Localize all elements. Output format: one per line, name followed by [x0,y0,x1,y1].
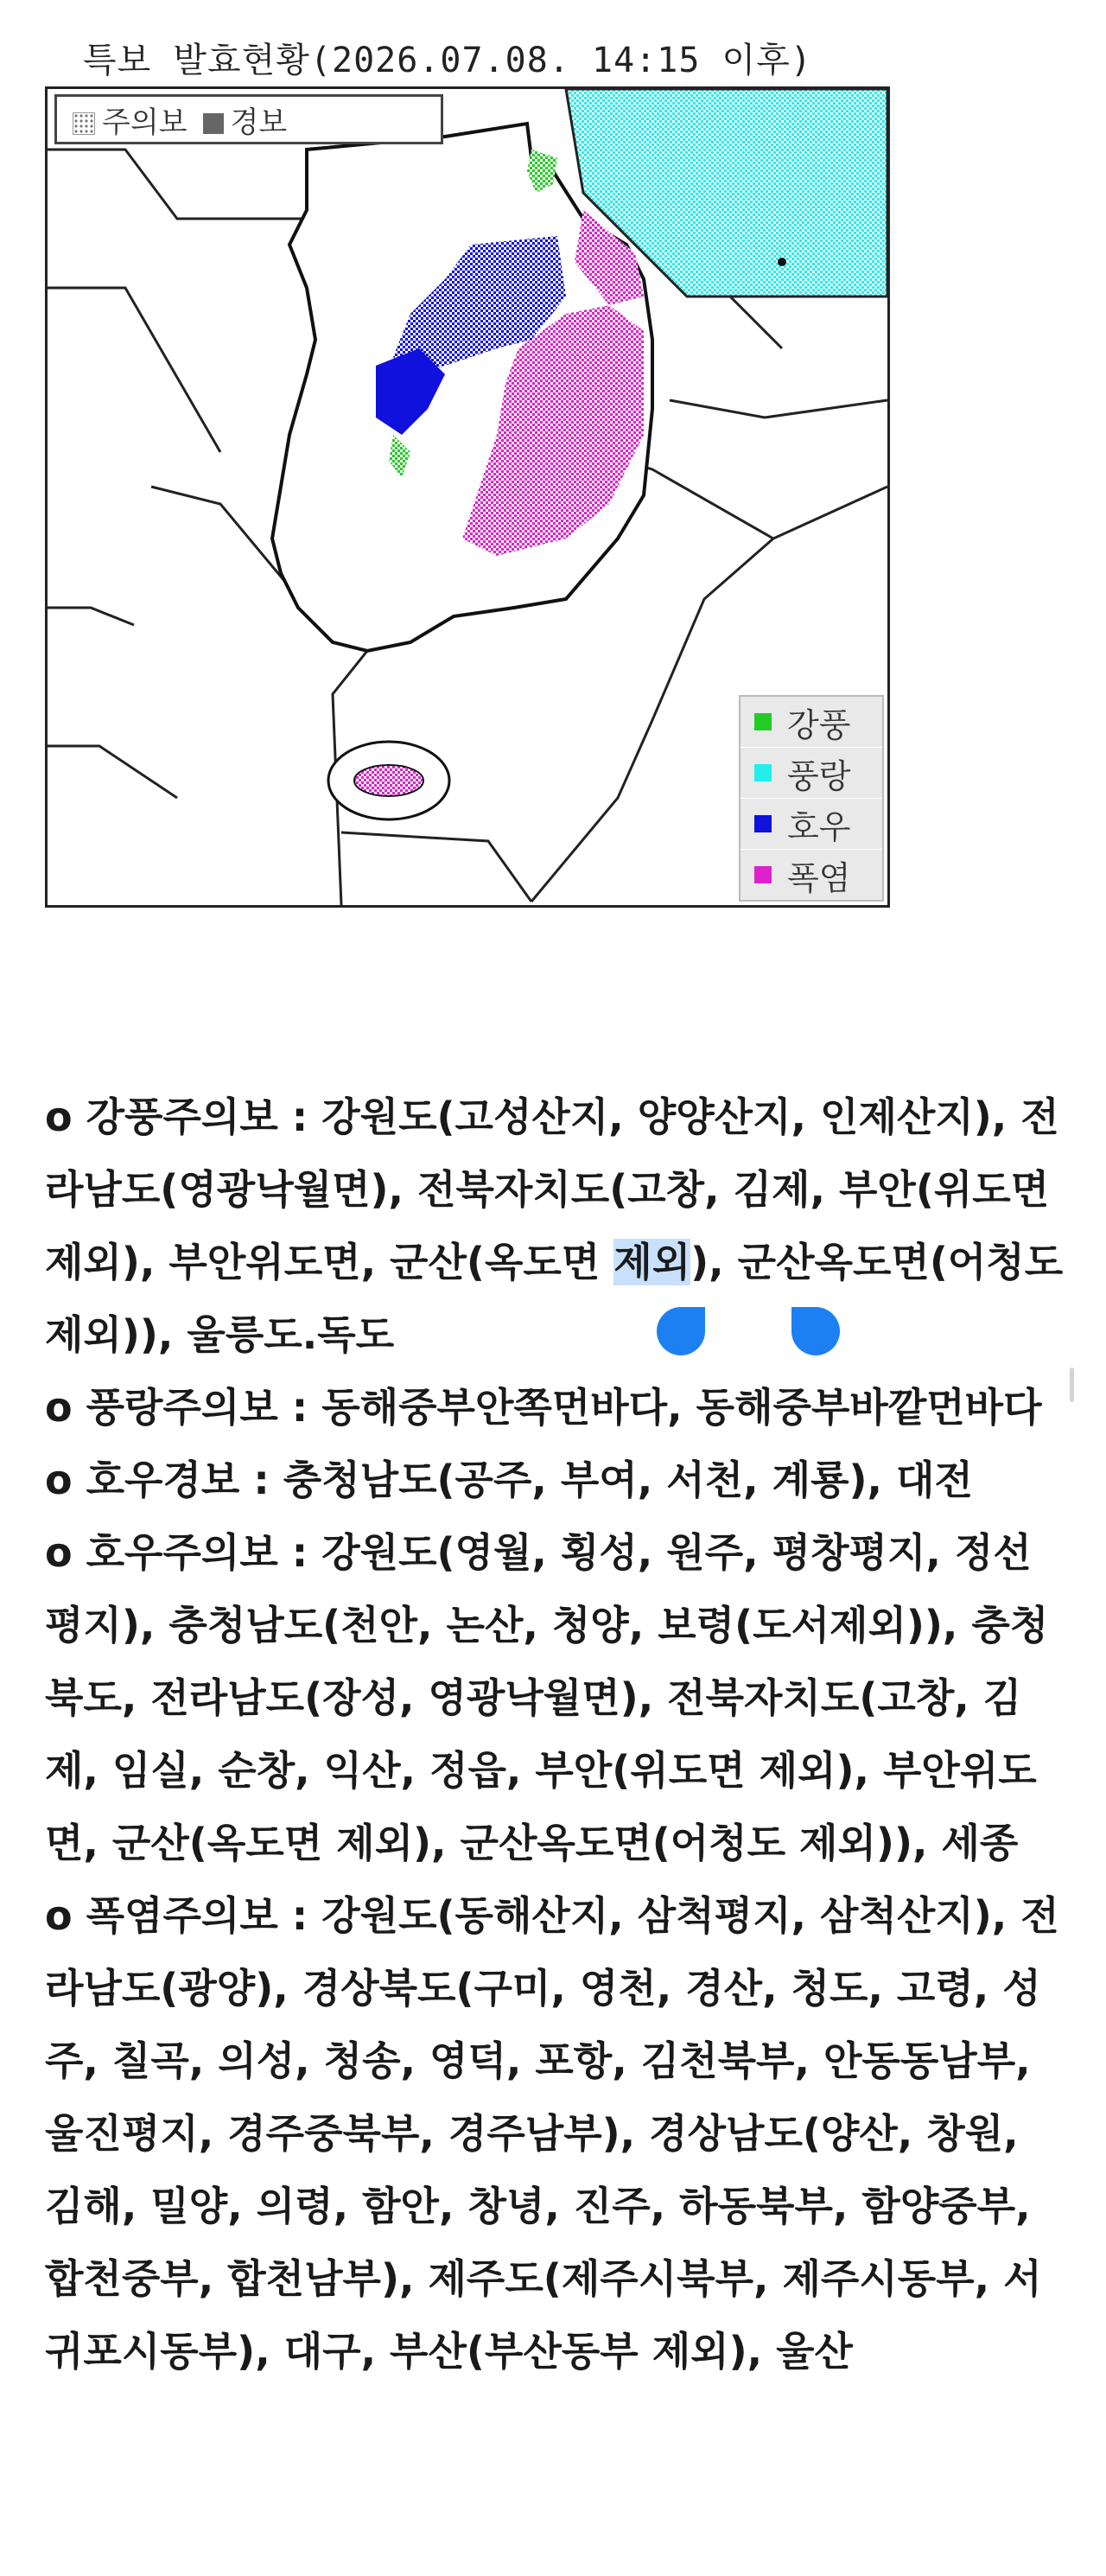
bulletin-heat-wave-advisory[interactable]: o 폭염주의보 : 강원도(동해산지, 삼척평지, 삼척산지), 전라남도(광양), 경상북도(구미, 영천, 경산, 청도, 고령, 성주, 칠곡, 의성, 청송, 영덕, 포항, 김천북부, 안동동남부, 울진평지, 경주중북부, 경주남부), 경상남도(양산, 창원, 김해, 밀양, 의령, 함안, 창녕, 진주, 하동북부, 함양중부, 합천중부, 합천남부), 제주도(제주시북부, 제주시동부, 서귀포시동부), 대구, 부산(부산동부 제외), 울산 [45,1892,1059,2375]
legend-heavy-rain: 호우 [741,799,882,850]
warning-map [45,86,890,908]
gale-color-icon [754,713,772,730]
legend-warning: 경보 [203,99,288,141]
bulletin-heavy-rain-warning[interactable]: o 호우경보 : 충청남도(공주, 부여, 서천, 계룡), 대전 [45,1457,973,1503]
bulletin-gale-advisory[interactable]: o 강풍주의보 : 강원도(고성산지, 양양산지, 인제산지), 전라남도(영광낙월면), 전북자치도(고창, 김제, 부안(위도면 제외), 부안위도면, 군산(옥도면 제외), 군산옥도면(어청도 제외)), 울릉도.독도 [45,1094,1064,1358]
high-seas-color-icon [754,764,772,781]
warning-solid-icon [203,113,224,134]
legend-gale: 강풍 [741,697,882,748]
advisory-pattern-icon [73,112,95,135]
legend-heat-wave: 폭염 [741,850,882,900]
bulletin-list[interactable] [45,1081,1065,2388]
selected-text[interactable]: 제외 [613,1239,691,1285]
selection-end-handle[interactable] [791,1307,840,1355]
scrollbar-thumb[interactable] [1070,1368,1074,1402]
map-legend-top [54,94,443,144]
page-title: 특보 발효현황(2026.07.08. 14:15 이후) [83,41,812,80]
heavy-rain-color-icon [754,815,772,832]
bulletin-high-seas-advisory[interactable]: o 풍랑주의보 : 동해중부안쪽먼바다, 동해중부바깥먼바다 [45,1384,1042,1431]
map-legend-hazards [739,695,884,902]
heat-wave-color-icon [754,866,772,883]
bulletin-heavy-rain-advisory[interactable]: o 호우주의보 : 강원도(영월, 횡성, 원주, 평창평지, 정선평지), 충청남도(천안, 논산, 청양, 보령(도서제외)), 충청북도, 전라남도(장성, 영광낙월면), 전북자치도(고창, 김제, 임실, 순창, 익산, 정읍, 부안(위도면 제외), 부안위도면, 군산(옥도면 제외), 군산옥도면(어청도 제외)), 세종 [45,1529,1049,1866]
legend-high-seas: 풍랑 [741,748,882,799]
legend-advisory: 주의보 [73,99,188,141]
selection-start-handle[interactable] [657,1307,705,1355]
